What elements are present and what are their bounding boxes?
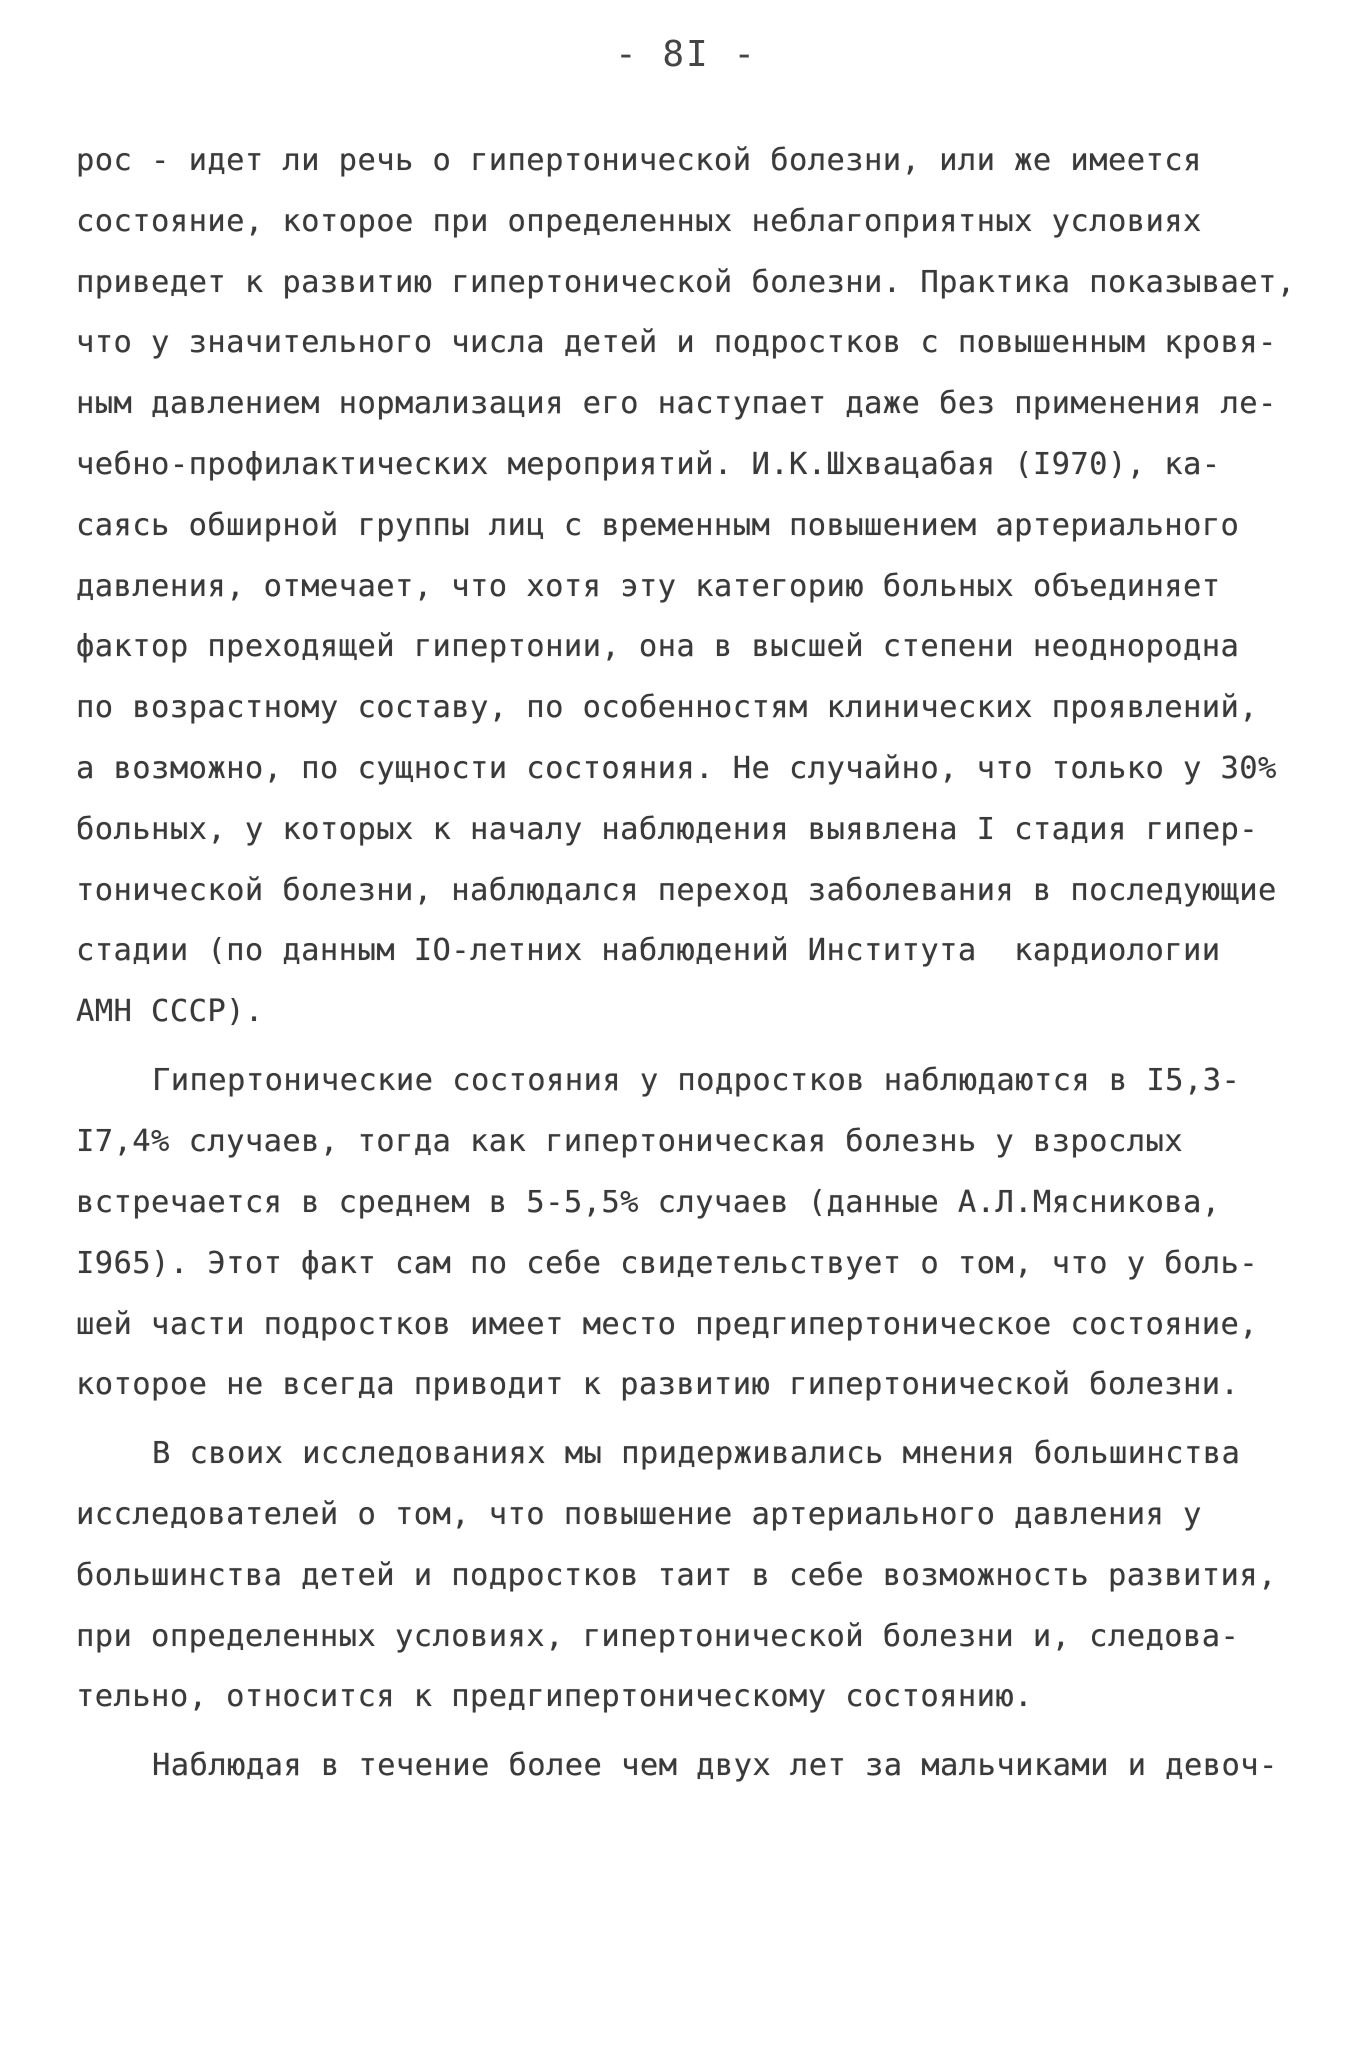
text-line: шей части подростков имеет место предгипертоническое состояние, <box>76 1307 1259 1342</box>
text-line: рос - идет ли речь о гипертонической болезни, или же имеется <box>76 143 1202 178</box>
text-line: состояние, которое при определенных неблагоприятных условиях <box>76 204 1202 239</box>
text-line: большинства детей и подростков таит в себе возможность развития, <box>76 1558 1277 1593</box>
text-line: давления, отмечает, что хотя эту категорию больных объединяет <box>76 569 1221 604</box>
text-line: которое не всегда приводит к развитию гипертонической болезни. <box>76 1367 1240 1402</box>
text-line: АМН СССР). <box>76 994 264 1029</box>
text-line: по возрастному составу, по особенностям клинических проявлений, <box>76 690 1259 725</box>
text-line: тельно, относится к предгипертоническому состоянию. <box>76 1679 1033 1714</box>
text-line: I965). Этот факт сам по себе свидетельствует о том, что у боль- <box>76 1246 1259 1281</box>
text-line: саясь обширной группы лиц с временным повышением артериального <box>76 508 1240 543</box>
text-line: I7,4% случаев, тогда как гипертоническая болезнь у взрослых <box>76 1124 1183 1159</box>
paragraph-first-line: Наблюдая в течение более чем двух лет за мальчиками и девоч- <box>152 1748 1278 1783</box>
paragraph-first-line: В своих исследованиях мы придерживались мнения большинства <box>152 1436 1241 1471</box>
text-line: чебно-профилактических мероприятий. И.К.Шхвацабая (I970), ка- <box>76 447 1221 482</box>
text-line: тонической болезни, наблюдался переход заболевания в последующие <box>76 873 1277 908</box>
text-line: встречается в среднем в 5-5,5% случаев (данные А.Л.Мясникова, <box>76 1185 1221 1220</box>
text-line: исследователей о том, что повышение артериального давления у <box>76 1497 1202 1532</box>
text-line: приведет к развитию гипертонической болезни. Практика показывает, <box>76 265 1296 300</box>
text-line: ным давлением нормализация его наступает даже без применения ле- <box>76 386 1277 421</box>
text-line: стадии (по данным IO-летних наблюдений Института кардиологии <box>76 933 1221 968</box>
text-line: а возможно, по сущности состояния. Не случайно, что только у 30% <box>76 751 1277 786</box>
text-line: больных, у которых к началу наблюдения выявлена I стадия гипер- <box>76 812 1259 847</box>
page-number: - 8I - <box>614 34 758 75</box>
text-line: фактор преходящей гипертонии, она в высшей степени неоднородна <box>76 629 1240 664</box>
text-line: что у значительного числа детей и подростков с повышенным кровя- <box>76 325 1277 360</box>
text-line: при определенных условиях, гипертонической болезни и, следова- <box>76 1619 1240 1654</box>
paragraph-first-line: Гипертонические состояния у подростков наблюдаются в I5,3- <box>152 1063 1241 1098</box>
